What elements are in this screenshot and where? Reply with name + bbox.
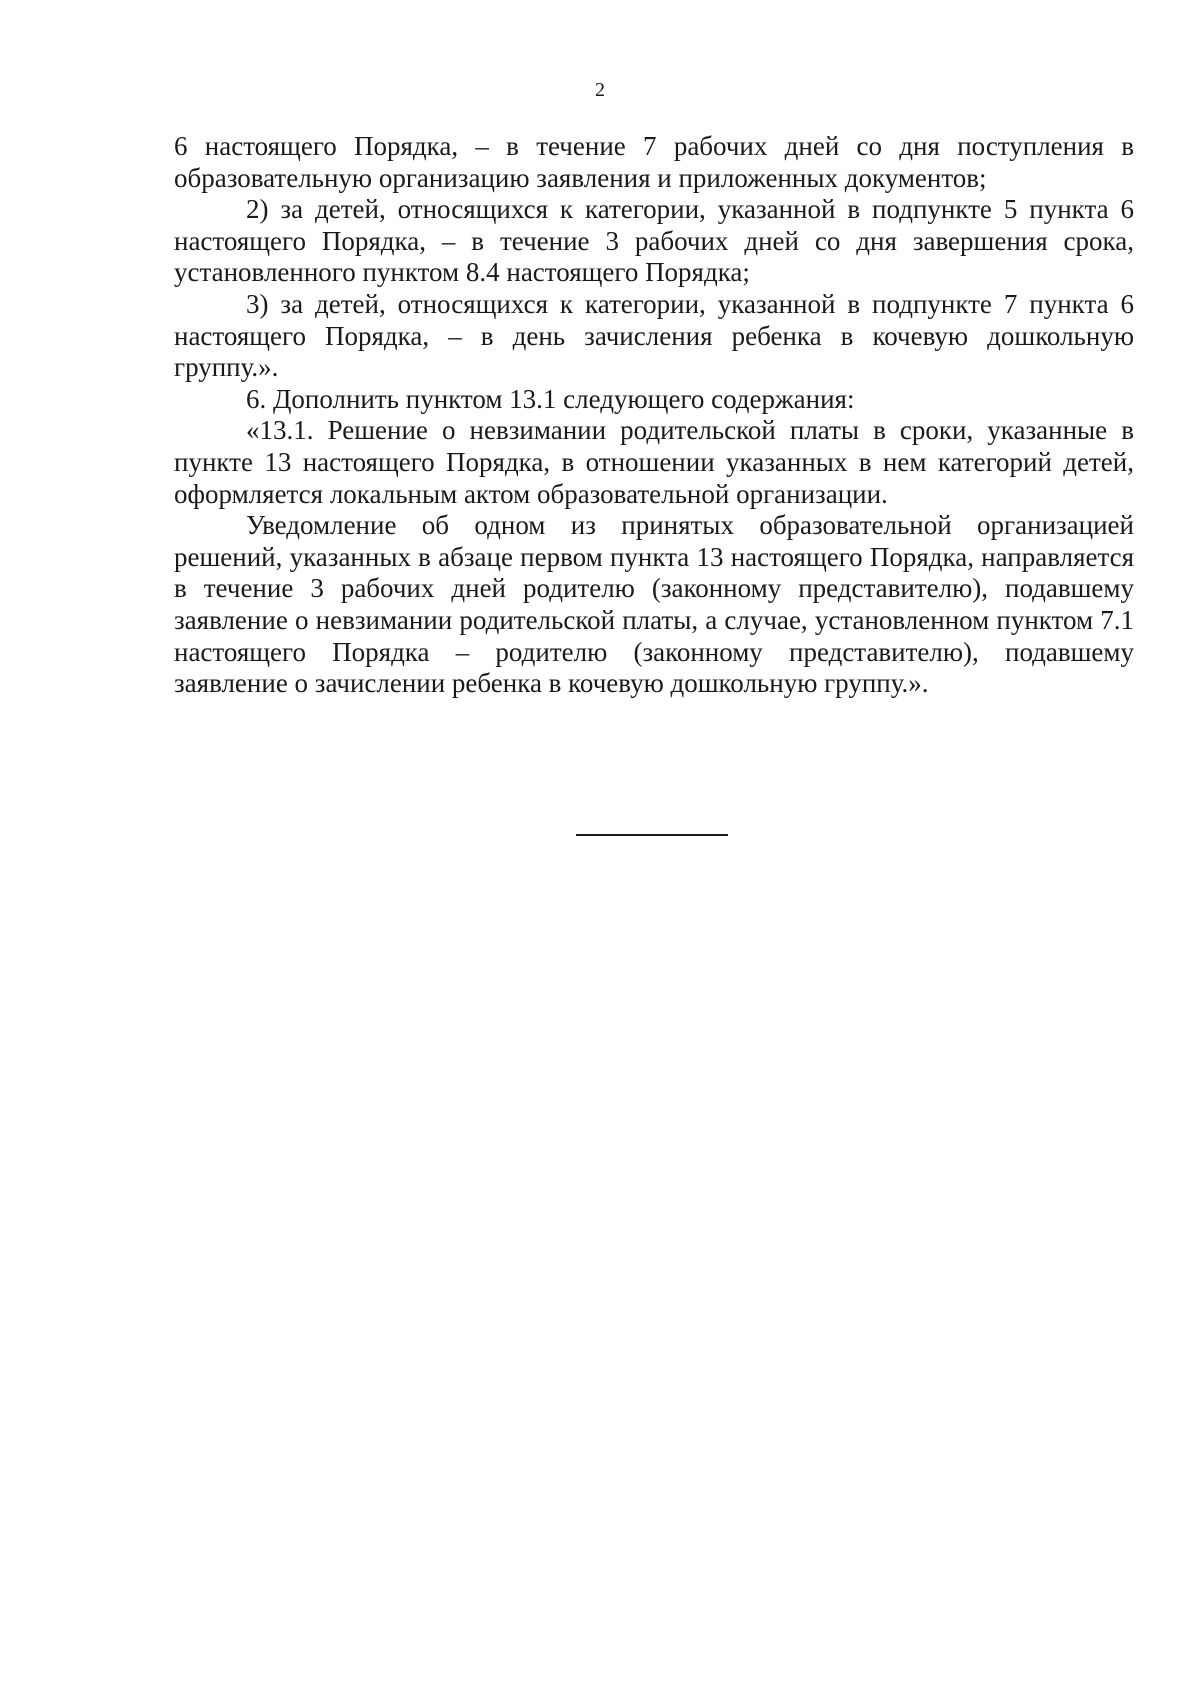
- paragraph-amendment-6: 6. Дополнить пунктом 13.1 следующего содержания:: [246, 383, 855, 414]
- paragraph-clause-13-1: «13.1. Решение о невзимании родительской платы в сроки, указанные в пункте 13 настоящего Порядка, в отношении указанных в нем категорий детей, оформляется локальным актом образовательной организации.: [174, 415, 1134, 509]
- page-number: 2: [595, 79, 605, 101]
- paragraph-notification: Уведомление об одном из принятых образовательной организацией решений, указанных в абзаце первом пункта 13 настоящего Порядка, направляется в течение 3 рабочих дней родителю (законному представителю), подавшему заявление о невзимании родительской платы, а случае, установленном пунктом 7.1 настоящего Порядка – родителю (законному представителю), подавшему заявление о зачислении ребенка в кочевую дошкольную группу.».: [174, 510, 1134, 699]
- end-of-document-rule: [576, 834, 728, 836]
- paragraph-item-2: 2) за детей, относящихся к категории, указанной в подпункте 5 пункта 6 настоящего Порядка, – в течение 3 рабочих дней со дня завершения срока, установленного пунктом 8.4 настоящего Порядка;: [174, 194, 1134, 288]
- document-body: [174, 131, 1134, 700]
- paragraph-continuation: 6 настоящего Порядка, – в течение 7 рабочих дней со дня поступления в образовательную организацию заявления и приложенных документов;: [174, 131, 1134, 193]
- paragraph-item-3: 3) за детей, относящихся к категории, указанной в подпункте 7 пункта 6 настоящего Порядка, – в день зачисления ребенка в кочевую дошкольную группу.».: [174, 288, 1134, 383]
